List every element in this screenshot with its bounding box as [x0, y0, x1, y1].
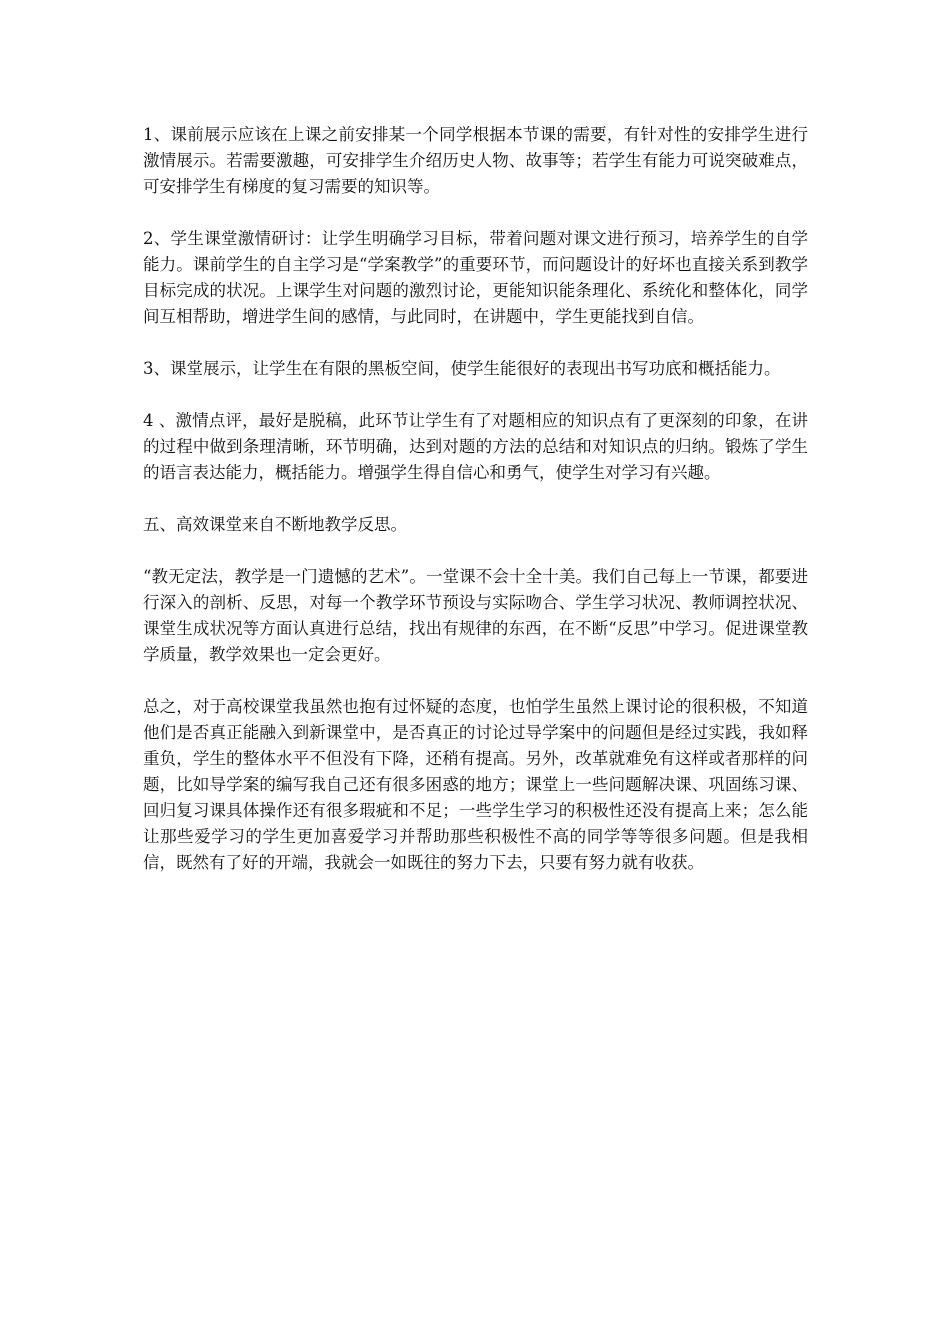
paragraph-4: 4 、激情点评，最好是脱稿，此环节让学生有了对题相应的知识点有了更深刻的印象，在讲的过程中做到条理清晰，环节明确，达到对题的方法的总结和对知识点的归纳。锻炼了学生的语言表达能力，概括能力。增强学生得自信心和勇气，使学生对学习有兴趣。 — [143, 411, 808, 482]
section-heading: 五、高效课堂来自不断地教学反思。 — [143, 515, 407, 534]
paragraph-reflection: “教无定法，教学是一门遗憾的艺术”。一堂课不会十全十美。我们自己每上一节课，都要进行深入的剖析、反思，对每一个教学环节预设与实际吻合、学生学习状况、教师调控状况、课堂生成状况等方面认真进行总结，找出有规律的东西，在不断“反思”中学习。促进课堂教学质量，教学效果也一定会更好。 — [143, 567, 808, 664]
document-body — [143, 122, 808, 902]
paragraph-conclusion: 总之，对于高校课堂我虽然也抱有过怀疑的态度，也怕学生虽然上课讨论的很积极，不知道他们是否真正能融入到新课堂中，是否真正的讨论过导学案中的问题但是经过实践，我如释重负，学生的整体水平不但没有下降，还稍有提高。另外，改革就难免有这样或者那样的问题，比如导学案的编写我自己还有很多困惑的地方；课堂上一些问题解决课、巩固练习课、回归复习课具体操作还有很多瑕疵和不足；一些学生学习的积极性还没有提高上来；怎么能让那些爱学习的学生更加喜爱学习并帮助那些积极性不高的同学等等很多问题。但是我相信，既然有了好的开端，我就会一如既往的努力下去，只要有努力就有收获。 — [143, 697, 808, 872]
paragraph-1: 1、课前展示应该在上课之前安排某一个同学根据本节课的需要，有针对性的安排学生进行激情展示。若需要激趣，可安排学生介绍历史人物、故事等；若学生有能力可说突破难点，可安排学生有梯度的复习需要的知识等。 — [143, 125, 808, 196]
paragraph-3: 3、课堂展示，让学生在有限的黑板空间，使学生能很好的表现出书写功底和概括能力。 — [143, 359, 781, 378]
paragraph-2: 2、学生课堂激情研讨：让学生明确学习目标，带着问题对课文进行预习，培养学生的自学能力。课前学生的自主学习是“学案教学”的重要环节，而问题设计的好坏也直接关系到教学目标完成的状况。上课学生对问题的激烈讨论，更能知识能条理化、系统化和整体化，同学间互相帮助，增进学生间的感情，与此同时，在讲题中，学生更能找到自信。 — [143, 229, 808, 326]
